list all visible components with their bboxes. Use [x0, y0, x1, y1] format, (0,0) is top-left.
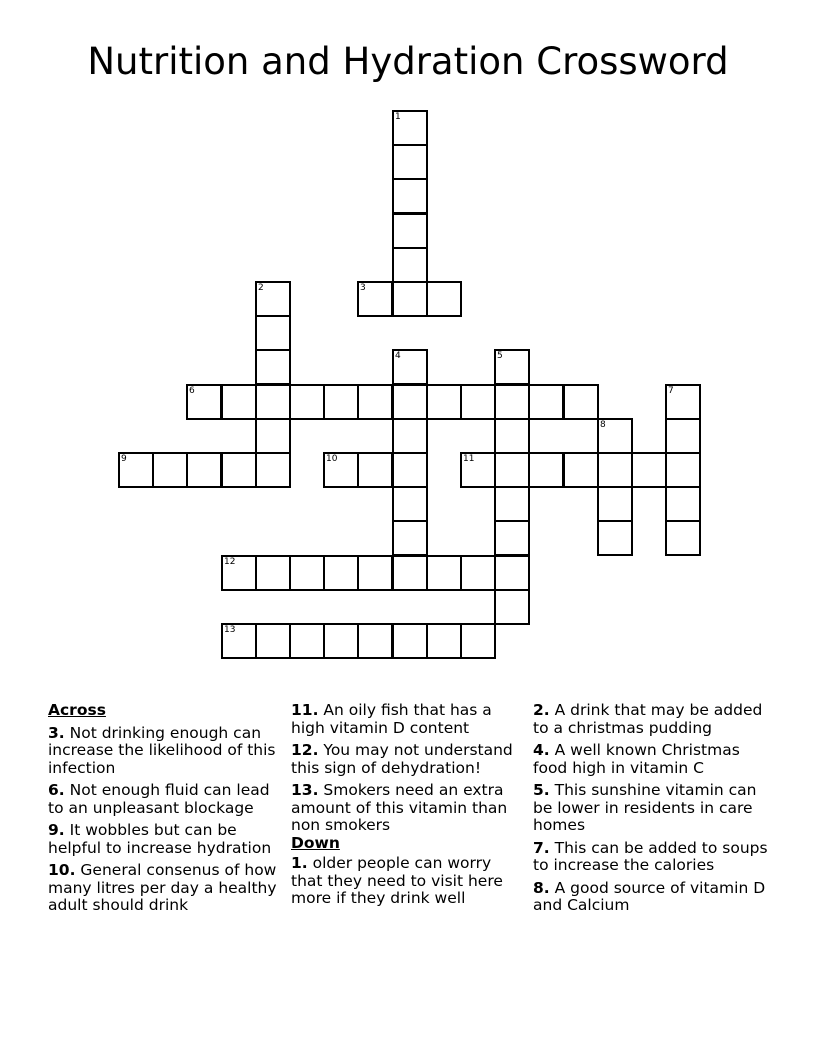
- grid-cell[interactable]: [255, 418, 291, 454]
- grid-cell[interactable]: [563, 384, 599, 420]
- cell-number: 9: [121, 454, 127, 464]
- grid-cell[interactable]: [289, 384, 325, 420]
- cell-number: 1: [395, 112, 401, 122]
- clue-number: 4.: [533, 741, 550, 759]
- clue-text: An oily fish that has a high vitamin D content: [291, 701, 492, 737]
- grid-cell[interactable]: [186, 452, 222, 488]
- grid-cell[interactable]: [357, 623, 393, 659]
- clue-number: 6.: [48, 781, 65, 799]
- grid-cell[interactable]: [392, 418, 428, 454]
- clues-column-3: [533, 702, 769, 915]
- clue-text: A well known Christmas food high in vitamin C: [533, 741, 740, 777]
- clue-text: Not enough fluid can lead to an unpleasant blockage: [48, 781, 270, 817]
- grid-cell[interactable]: [357, 452, 393, 488]
- grid-cell[interactable]: [665, 418, 701, 454]
- cell-number: 2: [258, 283, 264, 293]
- page-title: Nutrition and Hydration Crossword: [87, 40, 729, 83]
- grid-cell[interactable]: [255, 623, 291, 659]
- cell-number: 6: [189, 386, 195, 396]
- grid-cell[interactable]: [597, 520, 633, 556]
- grid-cell[interactable]: [426, 623, 462, 659]
- clue-number: 9.: [48, 821, 65, 839]
- clue-number: 11.: [291, 701, 319, 719]
- clue-number: 5.: [533, 781, 550, 799]
- cell-number: 4: [395, 351, 401, 361]
- grid-cell[interactable]: [528, 452, 564, 488]
- clue-across-13: [291, 782, 527, 835]
- grid-cell[interactable]: [221, 384, 257, 420]
- grid-cell[interactable]: [426, 281, 462, 317]
- clue-down-7: [533, 840, 769, 875]
- grid-cell[interactable]: [426, 384, 462, 420]
- grid-cell[interactable]: [186, 384, 222, 420]
- clue-text: It wobbles but can be helpful to increase hydration: [48, 821, 272, 857]
- grid-cell[interactable]: [221, 623, 257, 659]
- grid-cell[interactable]: [392, 213, 428, 249]
- clue-down-8: [533, 880, 769, 915]
- clue-down-2: [533, 702, 769, 737]
- grid-cell[interactable]: [597, 486, 633, 522]
- clue-number: 12.: [291, 741, 319, 759]
- grid-cell[interactable]: [357, 555, 393, 591]
- clue-across-11: [291, 702, 527, 737]
- grid-cell[interactable]: [494, 418, 530, 454]
- clue-across-6: [48, 782, 284, 817]
- grid-cell[interactable]: [392, 555, 428, 591]
- grid-cell[interactable]: [460, 555, 496, 591]
- grid-cell[interactable]: [392, 623, 428, 659]
- grid-cell[interactable]: [460, 384, 496, 420]
- grid-cell[interactable]: [631, 452, 667, 488]
- clue-number: 8.: [533, 878, 550, 897]
- grid-cell[interactable]: [494, 520, 530, 556]
- grid-cell[interactable]: [597, 452, 633, 488]
- grid-cell[interactable]: [665, 452, 701, 488]
- clue-text: Not drinking enough can increase the likelihood of this infection: [48, 723, 276, 777]
- grid-cell[interactable]: [357, 384, 393, 420]
- clues-column-2: [291, 702, 527, 908]
- clue-number: 1.: [291, 854, 308, 872]
- grid-cell[interactable]: [323, 555, 359, 591]
- grid-cell[interactable]: [392, 349, 428, 385]
- clue-text: This can be added to soups to increase the calories: [533, 838, 768, 874]
- cell-number: 3: [360, 283, 366, 293]
- grid-cell[interactable]: [528, 384, 564, 420]
- grid-cell[interactable]: [392, 520, 428, 556]
- clue-across-9: [48, 822, 284, 857]
- grid-cell[interactable]: [255, 384, 291, 420]
- grid-cell[interactable]: [563, 452, 599, 488]
- cell-number: 11: [463, 454, 475, 464]
- across-heading: Across: [48, 701, 106, 719]
- grid-cell[interactable]: [392, 178, 428, 214]
- grid-cell[interactable]: [494, 384, 530, 420]
- clue-down-1: [291, 855, 527, 908]
- grid-cell[interactable]: [392, 486, 428, 522]
- grid-cell[interactable]: [323, 452, 359, 488]
- grid-cell[interactable]: [460, 623, 496, 659]
- clue-text: A drink that may be added to a christmas pudding: [533, 701, 763, 737]
- cell-number: 12: [224, 557, 236, 567]
- clue-text: Smokers need an extra amount of this vitamin than non smokers: [291, 781, 508, 834]
- grid-cell[interactable]: [392, 452, 428, 488]
- clue-text: General consenus of how many litres per day a healthy adult should drink: [48, 861, 277, 914]
- cell-number: 8: [600, 420, 606, 430]
- clue-number: 13.: [291, 781, 319, 799]
- clue-across-10: [48, 862, 284, 915]
- grid-cell[interactable]: [426, 555, 462, 591]
- clue-across-3: [48, 725, 284, 778]
- grid-cell[interactable]: [494, 452, 530, 488]
- grid-cell[interactable]: [289, 555, 325, 591]
- clue-number: 7.: [533, 838, 550, 857]
- clue-down-5: [533, 782, 769, 835]
- grid-cell[interactable]: [255, 281, 291, 317]
- grid-cell[interactable]: [665, 520, 701, 556]
- grid-cell[interactable]: [494, 589, 530, 625]
- grid-cell[interactable]: [255, 315, 291, 351]
- grid-cell[interactable]: [152, 452, 188, 488]
- grid-cell[interactable]: [494, 349, 530, 385]
- grid-cell[interactable]: [392, 110, 428, 146]
- grid-cell[interactable]: [665, 384, 701, 420]
- cell-number: 5: [497, 351, 503, 361]
- grid-cell[interactable]: [392, 384, 428, 420]
- grid-cell[interactable]: [255, 555, 291, 591]
- cell-number: 10: [326, 454, 338, 464]
- clue-across-12: [291, 742, 527, 777]
- grid-cell[interactable]: [255, 452, 291, 488]
- grid-cell[interactable]: [289, 623, 325, 659]
- grid-cell[interactable]: [392, 144, 428, 180]
- grid-cell[interactable]: [255, 349, 291, 385]
- grid-cell[interactable]: [323, 623, 359, 659]
- grid-cell[interactable]: [460, 452, 496, 488]
- grid-cell[interactable]: [357, 281, 393, 317]
- grid-cell[interactable]: [665, 486, 701, 522]
- grid-cell[interactable]: [392, 247, 428, 283]
- clues-column-1: [48, 702, 284, 915]
- down-heading: Down: [291, 833, 340, 852]
- grid-cell[interactable]: [494, 486, 530, 522]
- grid-cell[interactable]: [323, 384, 359, 420]
- clue-text: This sunshine vitamin can be lower in residents in care homes: [533, 781, 757, 834]
- grid-cell[interactable]: [494, 555, 530, 591]
- cell-number: 7: [668, 386, 674, 396]
- clue-down-4: [533, 742, 769, 777]
- grid-cell[interactable]: [118, 452, 154, 488]
- grid-cell[interactable]: [597, 418, 633, 454]
- cell-number: 13: [224, 625, 236, 635]
- clue-number: 2.: [533, 701, 550, 719]
- grid-cell[interactable]: [221, 452, 257, 488]
- clue-text: You may not understand this sign of dehydration!: [291, 741, 513, 777]
- grid-cell[interactable]: [392, 281, 428, 317]
- clue-number: 10.: [48, 861, 76, 879]
- clue-text: A good source of vitamin D and Calcium: [533, 878, 766, 914]
- clue-text: older people can worry that they need to visit here more if they drink well: [291, 854, 503, 907]
- grid-cell[interactable]: [221, 555, 257, 591]
- clue-number: 3.: [48, 723, 65, 742]
